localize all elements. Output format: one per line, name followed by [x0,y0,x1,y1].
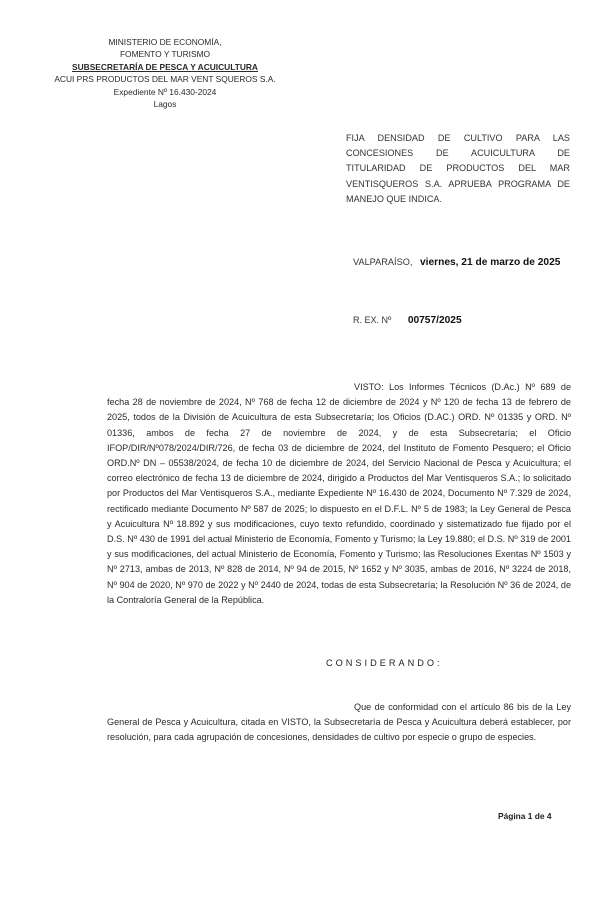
visto-text: VISTO: Los Informes Técnicos (D.Ac.) Nº 689 de fecha 28 de noviembre de 2024, Nº 768 de fecha 12 de diciembre de 2024 y Nº 120 de fecha 13 de febrero de 2025, todos de la División de Acuicultura de esta Subsecretaría; los Oficios (D.AC.) ORD. Nº 01335 y ORD. Nº 01336, ambos de fecha 27 de noviembre de 2024, y de esta Subsecretaría; el Oficio IFOP/DIR/Nº078/2024/DIR/726, de fecha 03 de diciembre de 2024, del Instituto de Fomento Pesquero; el Oficio ORD.Nº DN – 05538/2024, de fecha 10 de diciembre de 2024, del Servicio Nacional de Pesca y Acuicultura; el correo electrónico de fecha 13 de diciembre de 2024, dirigido a Productos del Mar Ventisqueros S.A.; lo solicitado por Productos del Mar Ventisqueros S.A., mediante Expediente Nº 16.430 de 2024, Documento Nº 7.329 de 2024, rectificado mediante Documento Nº 587 de 2025; lo dispuesto en el D.F.L. Nº 5 de 1983; la Ley General de Pesca y Acuicultura Nº 18.892 y sus modificaciones, cuyo texto refundido, coordinado y sistematizado fue fijado por el D.S. Nº 430 de 1991 del actual Ministerio de Economía, Fomento y Turismo; la Ley 19.880; el D.S. Nº 319 de 2001 y sus modificaciones, del actual Ministerio de Economía, Fomento y Turismo; las Resoluciones Exentas Nº 1503 y Nº 2713, ambas de 2013, Nº 828 de 2014, Nº 94 de 2015, Nº 1652 y Nº 3035, ambas de 2016, Nº 3224 de 2018, Nº 904 de 2020, Nº 970 de 2022 y Nº 2440 de 2024, todas de esta Subsecretaría; la Resolución Nº 36 de 2024, de la Contraloría General de la República. [107,382,571,605]
company-name: ACUI PRS PRODUCTOS DEL MAR VENT SQUEROS S.A. [54,74,276,85]
resolution-number-line [353,315,462,326]
resolution-number: 00757/2025 [407,315,462,326]
considerando-paragraph [107,700,571,746]
subsecretaria-name: SUBSECRETARÍA DE PESCA Y ACUICULTURA [72,61,258,72]
ministry-name: MINISTERIO DE ECONOMÍA, [108,37,222,47]
page-number: Página 1 de 4 [498,811,552,821]
region-name: Lagos [153,99,177,110]
place-and-date [353,257,560,268]
letterhead [40,36,290,110]
city-label: VALPARAÍSO, [353,257,413,267]
considerando-heading: CONSIDERANDO: [326,658,443,668]
resolution-label: R. EX. Nº [353,315,392,325]
expediente-number: Expediente Nº 16.430-2024 [113,86,217,97]
resolution-subject: FIJA DENSIDAD DE CULTIVO PARA LAS CONCESIONES DE ACUICULTURA DE TITULARIDAD DE PRODUCTOS DEL MAR VENTISQUEROS S.A. APRUEBA PROGRAMA DE MANEJO QUE INDICA. [346,133,570,204]
considerando-text: Que de conformidad con el artículo 86 bis de la Ley General de Pesca y Acuicultura, citada en VISTO, la Subsecretaría de Pesca y Acuicultura deberá establecer, por resolución, para cada agrupación de concesiones, densidades de cultivo por especie o grupo de especies. [107,702,571,743]
ministry-name-line2: FOMENTO Y TURISMO [119,49,211,60]
visto-paragraph [107,380,571,608]
resolution-date: viernes, 21 de marzo de 2025 [419,257,561,268]
